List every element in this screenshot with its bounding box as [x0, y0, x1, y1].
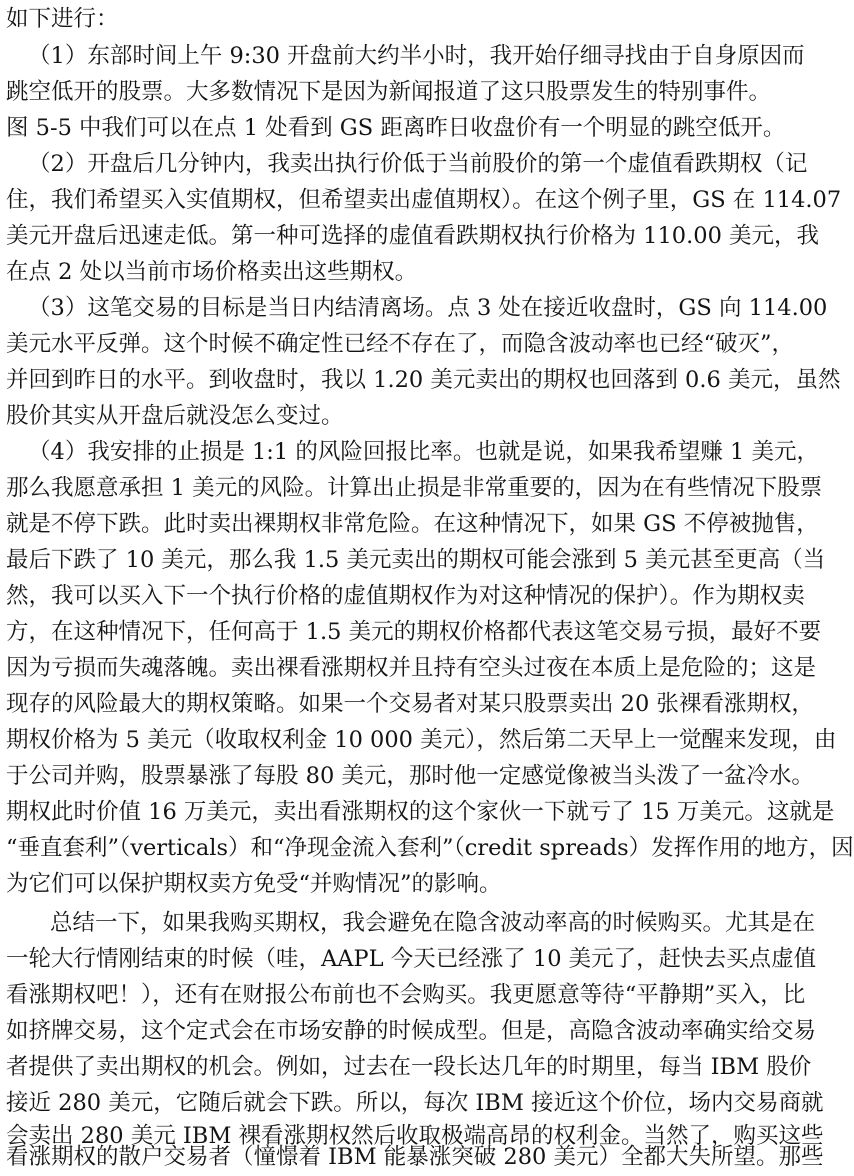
text-line: 在点 2 处以当前市场价格卖出这些期权。 — [6, 259, 418, 285]
text-line: 美元开盘后迅速走低。第一种可选择的虚值看跌期权执行价格为 110.00 美元，我 — [6, 223, 820, 249]
text-line: 方，在这种情况下，任何高于 1.5 美元的期权价格都代表这笔交易亏损，最好不要 — [6, 619, 822, 645]
text-line: 然，我可以买入下一个执行价格的虚值期权作为对这种情况的保护）。作为期权卖 — [6, 583, 805, 609]
text-line: 现存的风险最大的期权策略。如果一个交易者对某只股票卖出 20 张裸看涨期权， — [6, 691, 814, 717]
text-line: 会卖出 280 美元 IBM 裸看涨期权然后收取极端高昂的权利金。当然了，购买这些 — [6, 1123, 824, 1149]
text-line: 总结一下，如果我购买期权，我会避免在隐含波动率高的时候购买。尤其是在 — [50, 910, 816, 936]
text-line: （4）我安排的止损是 1:1 的风险回报比率。也就是说，如果我希望赚 1 美元， — [28, 439, 819, 465]
text-line: 一轮大行情刚结束的时候（哇，AAPL 今天已经涨了 10 美元了，赶快去买点虚值 — [6, 946, 817, 972]
text-line: （2）开盘后几分钟内，我卖出执行价低于当前股价的第一个虚值看跌期权（记 — [28, 151, 808, 177]
text-line: 期权此时价值 16 万美元，卖出看涨期权的这个家伙一下就亏了 15 万美元。这就是 — [6, 799, 835, 825]
text-line: 因为亏损而失魂落魄。卖出裸看涨期权并且持有空头过夜在本质上是危险的；这是 — [6, 655, 817, 681]
text-line: 图 5-5 中我们可以在点 1 处看到 GS 距离昨日收盘价有一个明显的跳空低开。 — [6, 115, 786, 141]
text-line: （3）这笔交易的目标是当日内结清离场。点 3 处在接近收盘时，GS 向 114.00 — [28, 295, 828, 321]
text-line: 期权价格为 5 美元（收取权利金 10 000 美元），然后第二天早上一觉醒来发现，由 — [6, 727, 837, 753]
text-line: 如下进行： — [6, 6, 119, 32]
text-line: 为它们可以保护期权卖方免受“并购情况”的影响。 — [6, 871, 502, 897]
text-line: 接近 280 美元，它随后就会下跌。所以，每次 IBM 接近这个价位，场内交易商就 — [6, 1090, 824, 1116]
text-line: 跳空低开的股票。大多数情况下是因为新闻报道了这只股票发生的特别事件。 — [6, 79, 772, 105]
text-line: 者提供了卖出期权的机会。例如，过去在一段长达几年的时期里，每当 IBM 股价 — [6, 1054, 812, 1080]
text-line: 并回到昨日的水平。到收盘时，我以 1.20 美元卖出的期权也回落到 0.6 美元，虽然 — [6, 367, 841, 393]
text-line: （1）东部时间上午 9:30 开盘前大约半小时，我开始仔细寻找由于自身原因而 — [28, 43, 805, 69]
text-line: 于公司并购，股票暴涨了每股 80 美元，那时他一定感觉像被当头泼了一盆冷水。 — [6, 763, 814, 789]
text-line: 美元水平反弹。这个时候不确定性已经不存在了，而隐含波动率也已经“破灭”， — [6, 331, 795, 357]
text-line: 如挤牌交易，这个定式会在市场安静的时候成型。但是，高隐含波动率确实给交易 — [6, 1018, 817, 1044]
text-line: 看涨期权的散户交易者（憧憬着 IBM 能暴涨突破 280 美元）全都大失所望。那些 — [6, 1144, 824, 1170]
text-line: 最后下跌了 10 美元，那么我 1.5 美元卖出的期权可能会涨到 5 美元甚至更高（当 — [6, 547, 826, 573]
text-line: 那么我愿意承担 1 美元的风险。计算出止损是非常重要的，因为在有些情况下股票 — [6, 475, 823, 501]
text-line: “垂直套利”（verticals）和“净现金流入套利”（credit spreads）发挥作用的地方，因 — [6, 835, 854, 861]
text-line: 股价其实从开盘后就没怎么变过。 — [6, 403, 344, 429]
text-line: 住，我们希望买入实值期权，但希望卖出虚值期权）。在这个例子里，GS 在 114.07 — [6, 187, 842, 213]
text-line: 看涨期权吧！），还有在财报公布前也不会购买。我更愿意等待“平静期”买入，比 — [6, 982, 806, 1008]
text-line: 就是不停下跌。此时卖出裸期权非常危险。在这种情况下，如果 GS 不停被抛售， — [6, 511, 819, 537]
